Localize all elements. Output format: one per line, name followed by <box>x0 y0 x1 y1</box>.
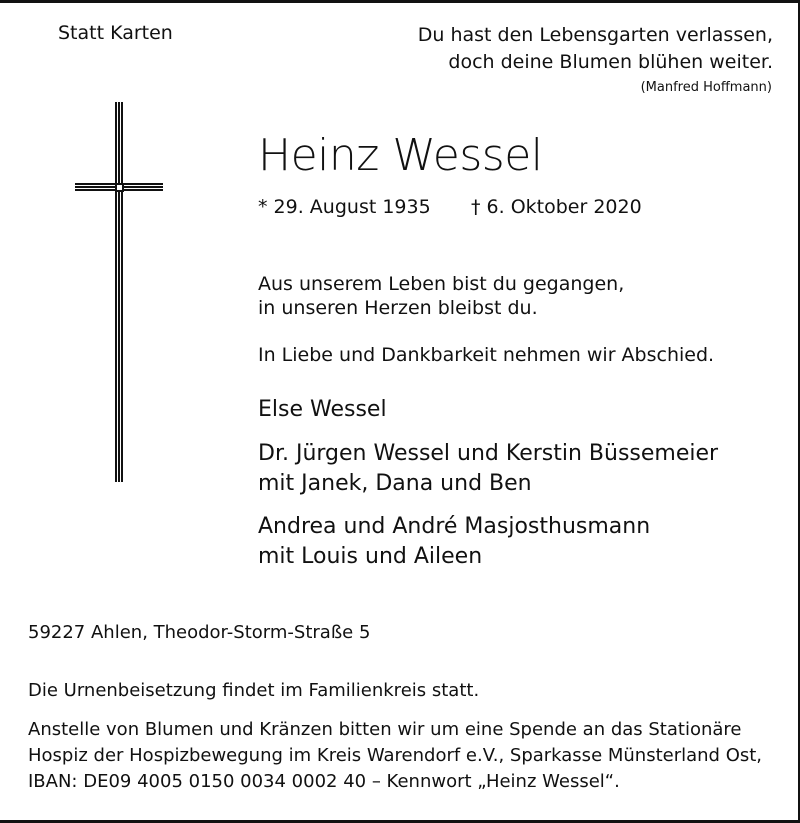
family-line: Else Wessel <box>258 397 387 422</box>
family-member <box>258 439 718 499</box>
family-member <box>258 395 387 425</box>
quote-author: (Manfred Hoffmann) <box>640 80 772 95</box>
deceased-name: Heinz Wessel <box>258 130 543 181</box>
cross-intersection <box>115 183 124 192</box>
donation-line: Anstelle von Blumen und Kränzen bitten wir um eine Spende an das Stationäre <box>28 719 742 740</box>
address: 59227 Ahlen, Theodor-Storm-Straße 5 <box>28 622 371 643</box>
verse-line: in unseren Herzen bleibst du. <box>258 297 538 319</box>
statt-karten-note: Statt Karten <box>58 22 173 44</box>
farewell-text: In Liebe und Dankbarkeit nehmen wir Abschied. <box>258 344 715 366</box>
donation-line: Hospiz der Hospizbewegung im Kreis Warendorf e.V., Sparkasse Münsterland Ost, <box>28 745 763 766</box>
quote-line: Du hast den Lebensgarten verlassen, <box>417 24 773 46</box>
birth-date: * 29. August 1935 <box>258 196 431 218</box>
urn-notice: Die Urnenbeisetzung findet im Familienkreis statt. <box>28 680 480 701</box>
family-line: Andrea und André Masjosthusmann <box>258 514 651 539</box>
donation-line: IBAN: DE09 4005 0150 0034 0002 40 – Kennwort „Heinz Wessel“. <box>28 771 620 792</box>
verse-line: Aus unserem Leben bist du gegangen, <box>258 273 625 295</box>
family-line: Dr. Jürgen Wessel und Kerstin Büssemeier <box>258 441 719 466</box>
quote-line: doch deine Blumen blühen weiter. <box>448 51 773 73</box>
family-line: mit Janek, Dana und Ben <box>258 471 532 496</box>
quote <box>418 22 773 76</box>
cross-vertical-bar <box>115 102 124 482</box>
donation-notice <box>28 717 762 795</box>
family-member <box>258 512 650 572</box>
death-date: † 6. Oktober 2020 <box>471 196 642 218</box>
family-line: mit Louis und Aileen <box>258 544 483 569</box>
verse <box>258 272 624 320</box>
